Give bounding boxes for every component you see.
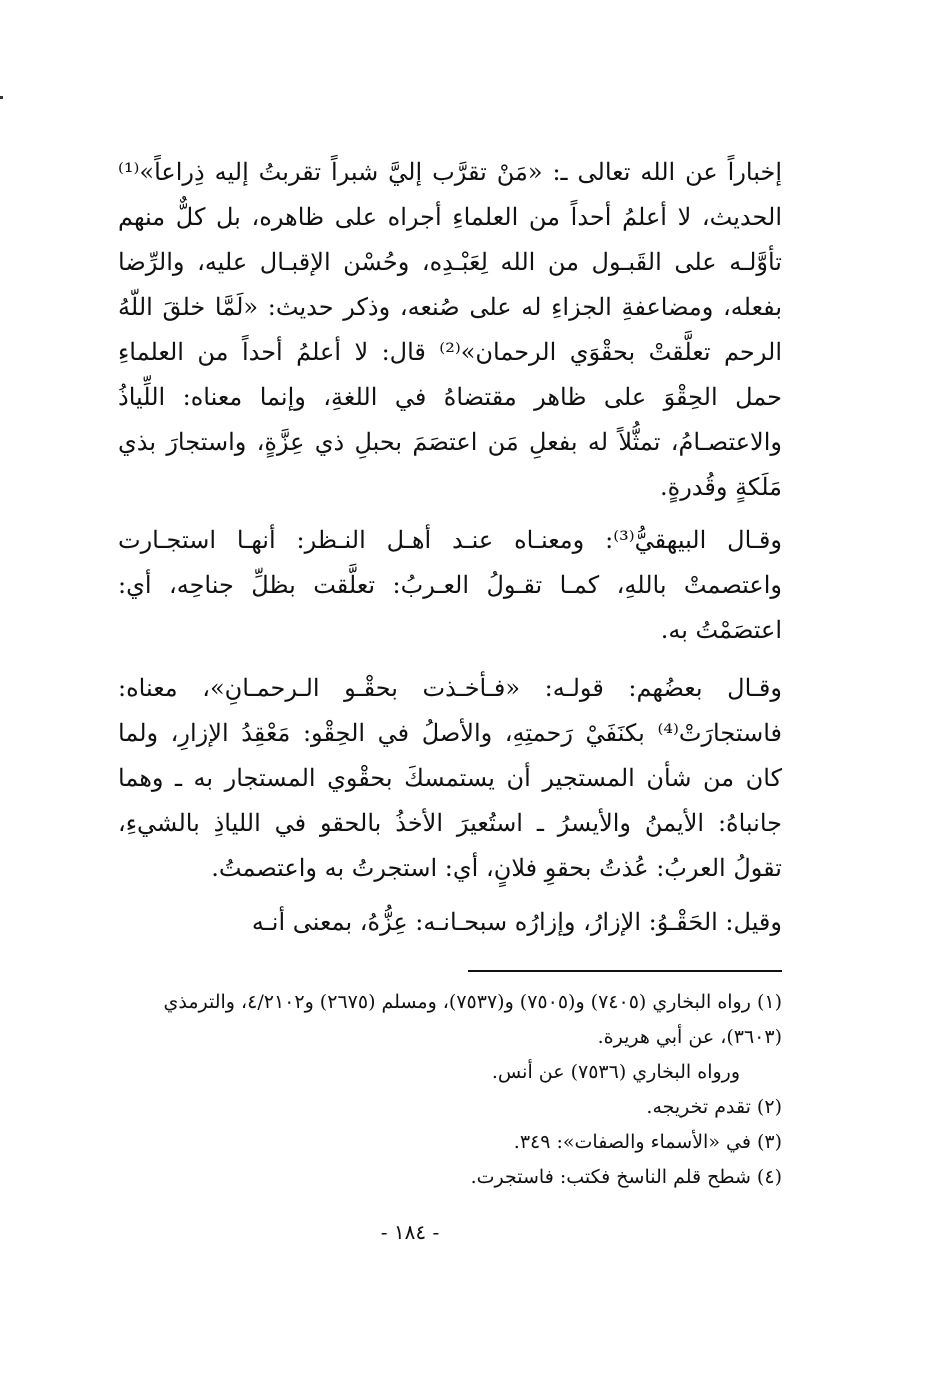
body-paragraph-3 <box>118 666 782 891</box>
page-number: - ١٨٤ - <box>380 1220 440 1244</box>
footnote-3: (٣) في «الأسماء والصفات»: ٣٤٩. <box>513 1131 782 1153</box>
paragraph-text: وقـال البيهقيُّ⁽³⁾: ومعنـاه عنـد أهـل النـظر: أنهـا استجـارت واعتصمتْ باللهِ، كمـا تقـولُ العـربُ: تعلَّقت بظلِّ جناحِه، أي: اعتصَمْتُ به. <box>118 526 782 644</box>
footnote-1: (١) رواه البخاري (٧٤٠٥) و(٧٥٠٥) و(٧٥٣٧)، ومسلم (٢٦٧٥) و٤/٢١٠٢، والترمذي (٣٦٠٣)، عن أبي هريرة. <box>163 991 782 1048</box>
footnote-divider <box>468 970 782 972</box>
paragraph-text: إخباراً عن الله تعالى ـ: «مَنْ تقرَّب إليَّ شبراً تقربتُ إليه ذِراعاً»⁽¹⁾ الحديث، لا أعلمُ أحداً من العلماءِ أجراه على ظاهره، بل كلٌّ منهم تأوَّلـه على القَبـول من الله لِعَبْـدِه، وحُسْن الإقبـال عليه، والرِّضا بفعله، ومضاعفةِ الجزاءِ له على صُنعه، وذكر حديث: «لَمَّا خلقَ اللّهُ الرحم تعلَّقتْ بحقْوَي الرحمان»⁽²⁾ قال: لا أعلمُ أحداً من العلماءِ حمل الحِقْوَ على ظاهر مقتضاهُ في اللغةِ، وإنما معناه: اللِّياذُ والاعتصـامُ، تمثُّلاً له بفعلِ مَن اعتصَمَ بحبلِ ذي عِزَّةٍ، واستجارَ بذي مَلَكةٍ وقُدرةٍ. <box>118 158 782 501</box>
body-paragraph-2 <box>118 518 782 653</box>
scan-speck <box>0 96 3 99</box>
body-paragraph-1 <box>118 150 782 510</box>
paragraph-text: وقيل: الحَقْـوُ: الإزارُ، وإزارُه سبحـانـه: عِزُّهُ، بمعنى أنـه <box>251 908 782 936</box>
footnote-1-continuation: ورواه البخاري (٧٥٣٦) عن أنس. <box>491 1061 740 1083</box>
footnote-4: (٤) شطح قلم الناسخ فكتب: فاستجرت. <box>470 1166 782 1188</box>
paragraph-text: وقـال بعضُهم: قولـه: «فـأخـذت بحقْـو الـرحمـانِ»، معناه: فاستجارَتْ⁽⁴⁾ بكنَفَيْ رَحمتِهِ، والأصلُ في الحِقْو: مَعْقِدُ الإزارِ، ولما كان من شأن المستجير أن يستمسكَ بحقْوي المستجار به ـ وهما جانباهُ: الأيمنُ والأيسرُ ـ استُعيرَ الأخذُ بالحقو في اللياذِ بالشيءِ، تقولُ العربُ: عُذتُ بحقوِ فلانٍ، أي: استجرتُ به واعتصمتُ. <box>118 674 782 882</box>
footnotes <box>118 985 782 1195</box>
footnote-2: (٢) تقدم تخريجه. <box>646 1096 782 1118</box>
body-paragraph-4 <box>118 900 782 945</box>
